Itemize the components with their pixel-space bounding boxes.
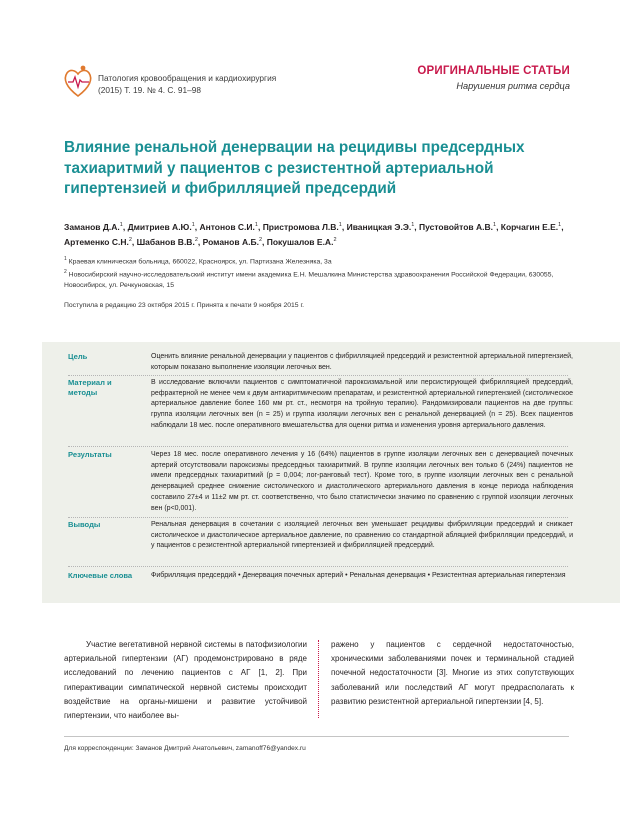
author-name: Антонов С.И. xyxy=(199,221,255,232)
correspondence-note: Для корреспонденции: Заманов Дмитрий Анатольевич, zamanoff76@yandex.ru xyxy=(64,745,306,752)
author-affiliation-mark: 1 xyxy=(254,222,258,228)
methods-text: В исследование включили пациентов с симптоматичной пароксизмальной или персистирующей фибрилляцией предсердий, рефрактерной не менее чем к двум антиаритмическим препаратам, и резистентной артериальной гипертензией (систолическое артериальное давление более 160 мм рт. ст., несмотря на тройную терапию). Рандомизировали пациентов на две группы: группа изоляции легочных вен (n = 25) и группа изоляции легочных вен с ренальной денервацией (n = 25). Всех пациентов наблюдали 18 мес. после оперативного вмешательства для оценки ритма и изменения уровня артериального давления. xyxy=(151,379,573,429)
goal-text: Оценить влияние ренальной денервации у пациентов с фибрилляцией предсердий и резистентной артериальной гипертензией, которым показано выполнение изоляции легочных вен. xyxy=(151,353,573,371)
author-affiliation-mark: 2 xyxy=(258,237,262,244)
conclusions-label: Выводы xyxy=(68,520,101,529)
goal-label: Цель xyxy=(68,352,88,361)
author-affiliation-mark: 2 xyxy=(194,237,198,244)
author-name: Артеменко С.Н. xyxy=(64,237,129,248)
affiliation-text: Краевая клиническая больница, 660022, Красноярск, ул. Партизана Железняка, 3а xyxy=(68,258,332,266)
body-left-column: Участие вегетативной нервной системы в патофизиологии артериальной гипертензии (АГ) продемонстрировано в ряде исследований по лечению пациентов с АГ [1, 2]. При гиперактивации симпатической нервной системы происходит воздействие на органы-мишени и развитие устойчивой гипертензии, что наиболее вы- xyxy=(64,640,307,721)
author-name: Пустовойтов А.В. xyxy=(419,221,493,232)
author-name: Шабанов В.В. xyxy=(136,237,195,248)
body-right-column: ражено у пациентов с сердечной недостаточностью, хроническими заболеваниями почек и терминальной стадией почечной недостаточности [3]. Многие из этих сопутствующих заболеваний или последствий АГ могут предрасполагать к развитию резистентной артериальной гипертензии [4, 5]. xyxy=(331,640,574,706)
journal-name: Патология кровообращения и кардиохирургия xyxy=(98,73,277,83)
author-affiliation-mark: 2 xyxy=(128,237,132,244)
author-affiliation-mark: 2 xyxy=(333,237,337,244)
author-name: Романов А.Б. xyxy=(202,237,259,248)
divider xyxy=(68,517,568,518)
footnote-rule xyxy=(64,736,569,737)
keywords-text: Фибрилляция предсердий • Денервация почечных артерий • Ренальная денервация • Резистентная артериальная гипертензия xyxy=(151,572,566,579)
author-name: Иваницкая Э.Э. xyxy=(346,221,412,232)
column-divider xyxy=(318,640,319,718)
conclusions-text: Ренальная денервация в сочетании с изоляцией легочных вен уменьшает рецидивы фибрилляции предсердий и снижает систолическое и диастолическое артериальное давление, по сравнению со стандартной абляцией фибрилляции предсердий, и у пациентов с резистентной артериальной гипертензией и фибрилляцией предсердий. xyxy=(151,521,573,550)
journal-citation xyxy=(98,73,276,96)
divider xyxy=(68,566,568,567)
author-name: Заманов Д.А. xyxy=(64,221,120,232)
author-affiliation-mark: 1 xyxy=(338,222,342,228)
methods-label: Материал и методы xyxy=(68,378,112,397)
results-text: Через 18 мес. после оперативного лечения у 16 (64%) пациентов в группе изоляции легочных вен с денервацией почечных артерий отсутствовали пароксизмы предсердных тахиаритмий. В группе изоляции легочных вен только 6 (24%) пациентов не имели предсердных тахиаритмий (p = 0,004; лог-ранговый тест). Кроме того, в группе изоляции легочных вен с ренальной денервацией среднее снижение систолического и диастолического артериального давления в конце периода наблюдения составило 27±4 и 11±2 мм рт. ст. соответственно, что было статистически значимо по сравнению с группой изоляции легочных вен (p<0,001). xyxy=(151,451,573,512)
affiliation-1 xyxy=(64,254,584,268)
author-affiliation-mark: 1 xyxy=(119,222,123,228)
divider xyxy=(68,375,568,376)
section-heading: ОРИГИНАЛЬНЫЕ СТАТЬИ xyxy=(417,65,570,77)
keywords-label: Ключевые слова xyxy=(68,571,133,580)
received-dates: Поступила в редакцию 23 октября 2015 г. Принята к печати 9 ноября 2015 г. xyxy=(64,302,305,309)
author-affiliation-mark: 1 xyxy=(191,222,195,228)
abstract-box xyxy=(42,342,620,603)
author-name: Пристромова Л.В. xyxy=(262,221,339,232)
affiliation-number: 1 xyxy=(64,256,67,262)
affiliation-text: Новосибирский научно-исследовательский институт имени академика Е.Н. Мешалкина Министерства здравоохранения Российской Федерации, 630055, Новосибирск, ул. Речкуновская, 15 xyxy=(64,271,554,289)
results-label: Результаты xyxy=(68,450,112,459)
author-name: Покушалов Е.А. xyxy=(266,237,334,248)
author-affiliation-mark: 1 xyxy=(493,222,497,228)
author-affiliation-mark: 1 xyxy=(411,222,415,228)
author-name: Дмитриев А.Ю. xyxy=(127,221,192,232)
subsection-heading: Нарушения ритма сердца xyxy=(456,81,570,91)
author-affiliation-mark: 1 xyxy=(558,222,562,228)
author-list: Заманов Д.А.$^1$, Дмитриев А.Ю.$^1$, Антонов С.И.$^1$, Пристромова Л.В.$^1$, Иваницкая Э.Э.$^1$, Пустовойтов А.В.$^1$, Корчагин Е.Е.$^1$, Артеменко С.Н.$^2$, Шабанов В.В.$^2$, Романов А.Б.$^2$, Покушалов Е.А.$^2$ xyxy=(64,221,564,248)
article-title: Влияние ренальной денервации на рецидивы предсердных тахиаритмий у пациентов с резистентной артериальной гипертензией и фибрилляцией предсердий xyxy=(64,139,525,197)
affiliation-number: 2 xyxy=(64,269,67,275)
heart-logo-icon xyxy=(62,62,94,102)
journal-volume: (2015) Т. 19. № 4. С. 91–98 xyxy=(98,84,201,95)
author-name: Корчагин Е.Е. xyxy=(500,221,559,232)
divider xyxy=(68,446,568,447)
affiliation-2 xyxy=(64,267,584,291)
